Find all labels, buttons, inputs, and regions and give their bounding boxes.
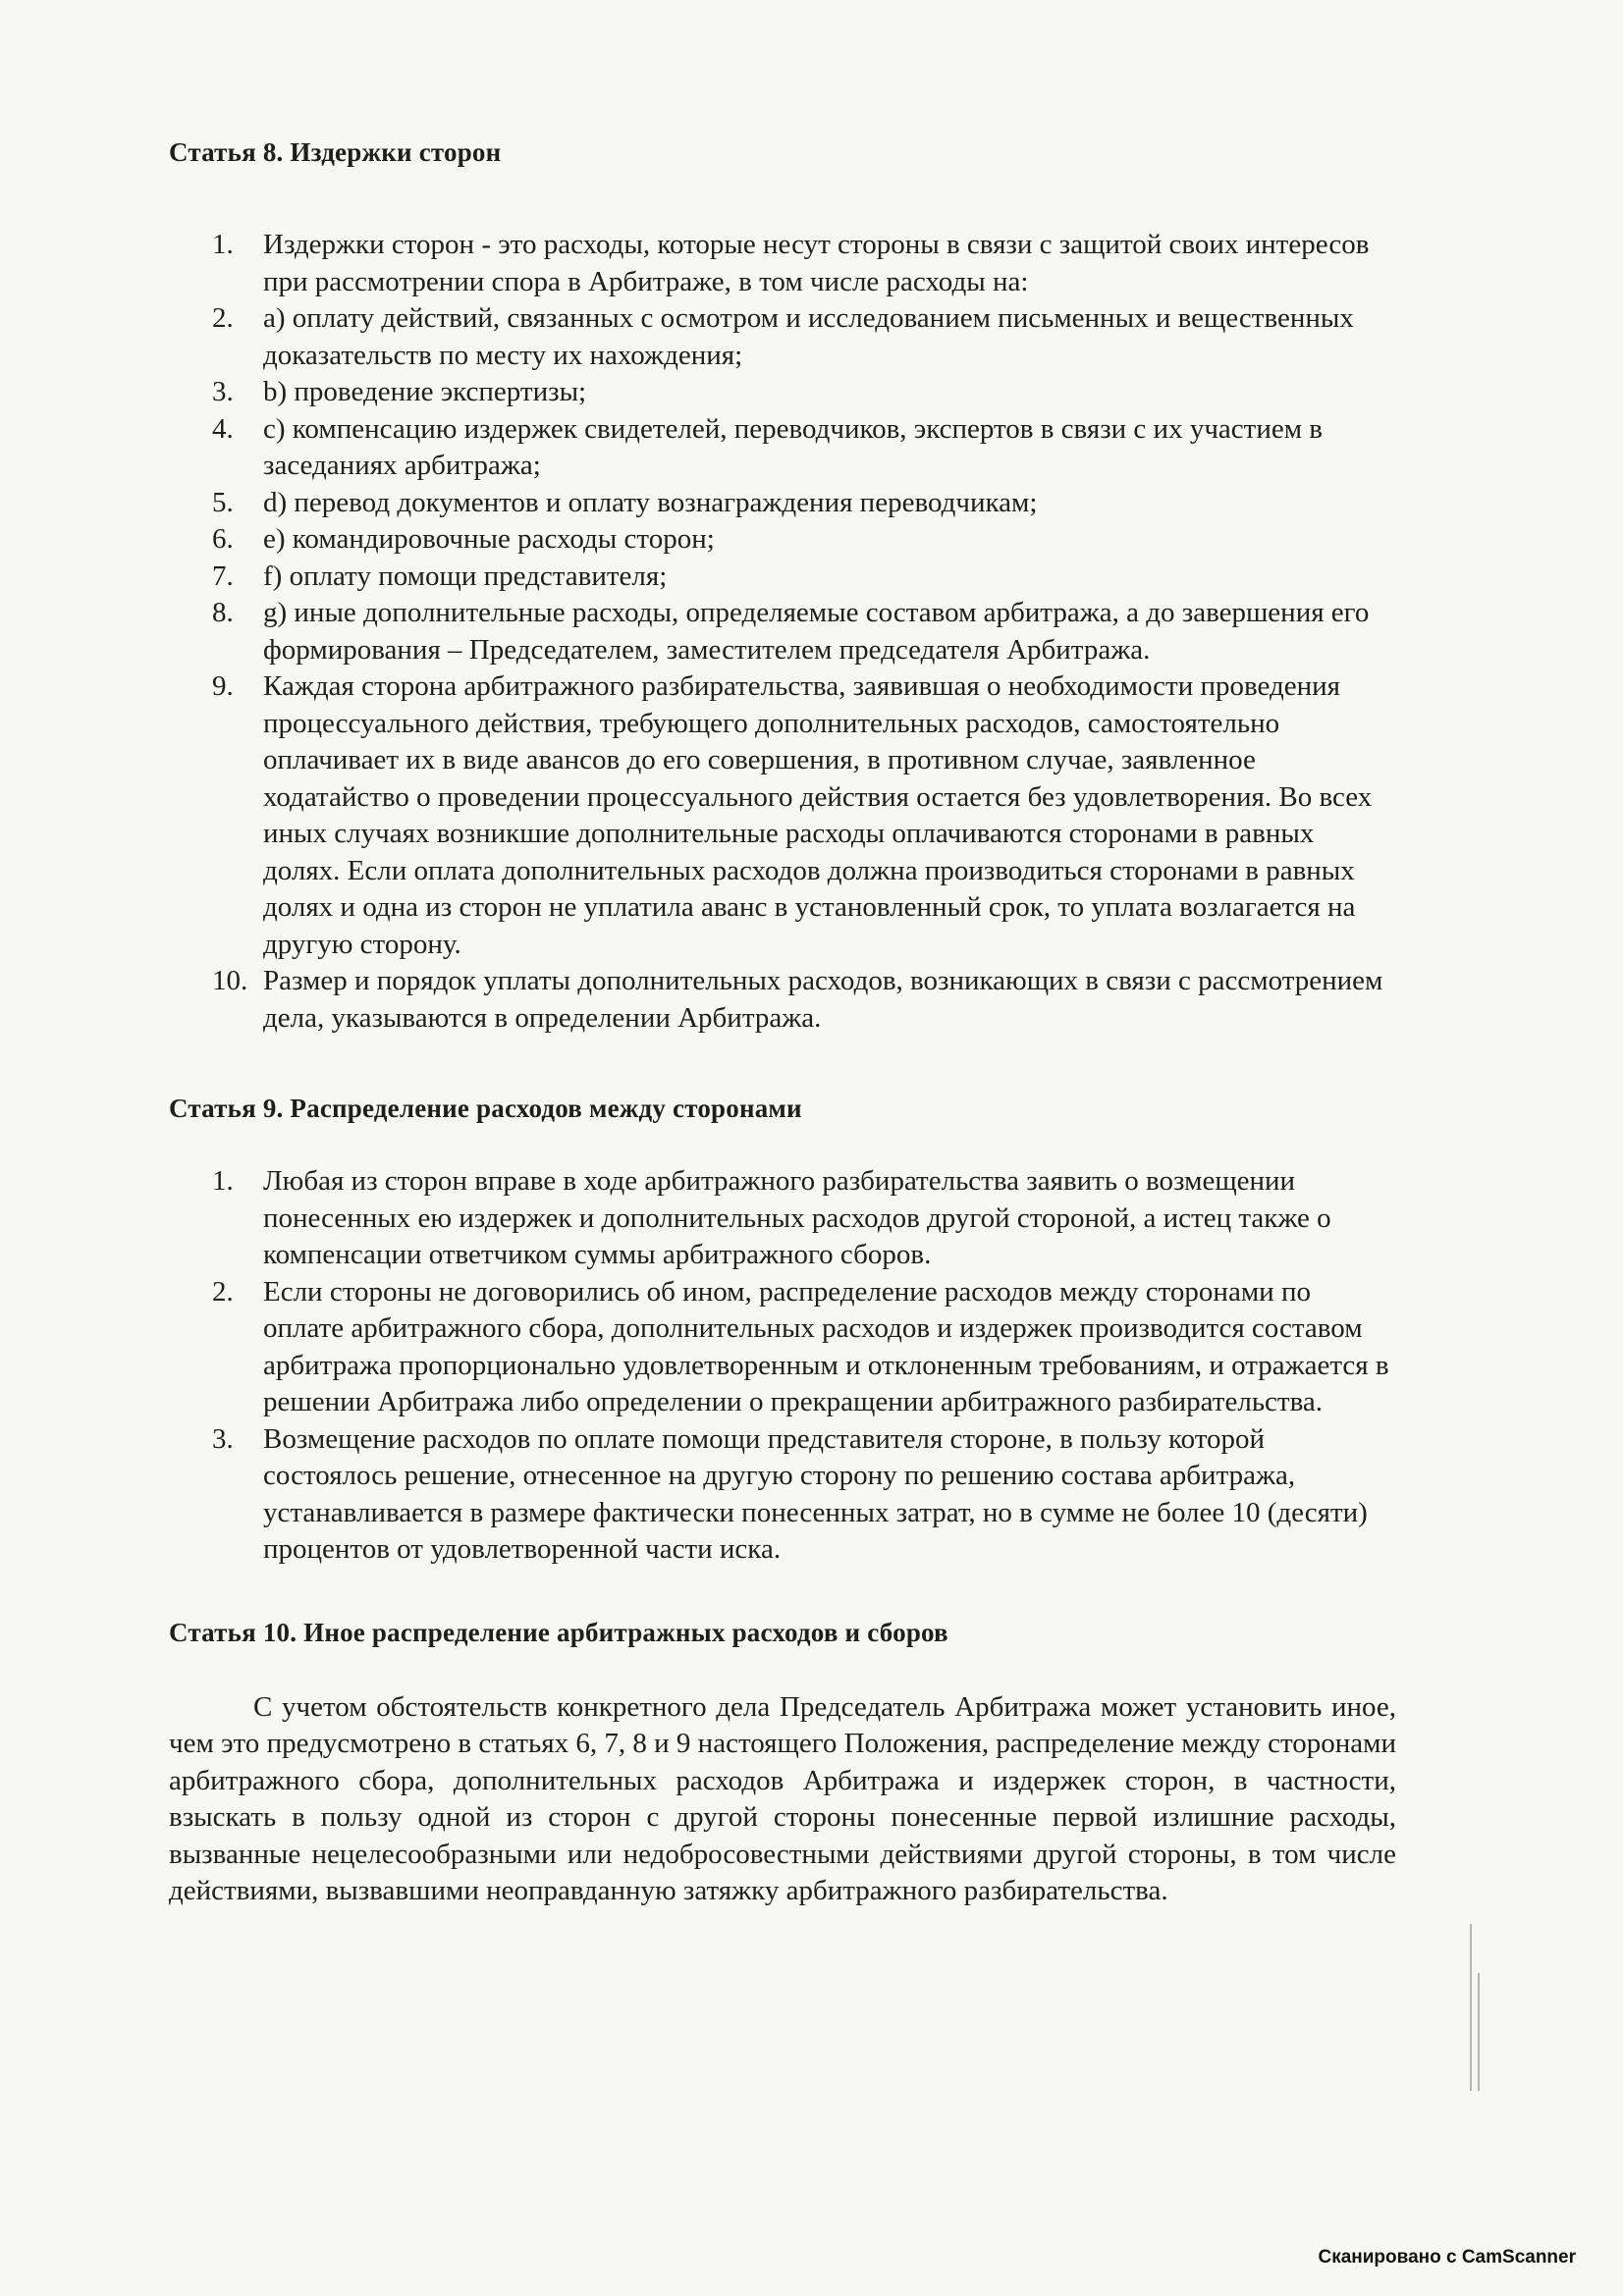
item-text: b) проведение экспертизы; [263, 376, 587, 407]
item-number: 6. [212, 523, 234, 555]
item-number: 10. [212, 965, 248, 996]
item-number: 5. [212, 486, 234, 518]
item-text: a) оплату действий, связанных с осмотром и исследованием письменных и вещественных доказательств по месту их нахождения; [263, 302, 1354, 371]
item-text: Если стороны не договорились об ином, распределение расходов между сторонами по оплате арбитражного сбора, дополнительных расходов и издержек производится составом арбитража пропорционально удовлетворенным и отклоненным требованиям, и отражается в решении Арбитража либо определении о прекращении арбитражного разбирательства. [263, 1275, 1389, 1417]
list-item [169, 1274, 1396, 1421]
item-text: f) оплату помощи представителя; [263, 560, 668, 592]
camscanner-watermark: Сканировано с CamScanner [1318, 2247, 1576, 2268]
item-number: 2. [212, 1275, 234, 1308]
item-number: 1. [212, 1165, 234, 1197]
list-item [169, 1163, 1396, 1274]
list-item [169, 559, 1396, 596]
list-item [169, 595, 1396, 668]
list-item [169, 411, 1396, 485]
article-10-heading: Статья 10. Иное распределение арбитражных расходов и сборов [169, 1617, 948, 1647]
item-number: 9. [212, 670, 234, 702]
item-number: 2. [212, 302, 234, 334]
item-number: 8. [212, 597, 234, 628]
article-8-heading: Статья 8. Издержки сторон [169, 137, 502, 167]
item-text: Каждая сторона арбитражного разбирательства, заявившая о необходимости проведения процессуального действия, требующего дополнительных расходов, самостоятельно оплачивает их в виде авансов до его совершения, в противном случае, заявленное ходатайство о проведении процессуального действия остается без удовлетворения. Во всех иных случаях возникшие дополнительные расходы оплачиваются сторонами в равных долях. Если оплата дополнительных расходов должна производиться сторонами в равных долях и одна из сторон не уплатила аванс в установленный срок, то уплата возлагается на другую сторону. [263, 670, 1373, 960]
list-item [169, 521, 1396, 559]
scan-artifact-line [1478, 1973, 1480, 2091]
item-number: 4. [212, 412, 234, 445]
document-body [169, 137, 1396, 1910]
item-text: g) иные дополнительные расходы, определяемые составом арбитража, а до завершения его формирования – Председателем, заместителем председателя Арбитража. [263, 597, 1370, 666]
list-item [169, 1421, 1396, 1569]
item-text: e) командировочные расходы сторон; [263, 523, 715, 555]
item-text: Издержки сторон - это расходы, которые несут стороны в связи с защитой своих интересов при рассмотрении спора в Арбитраже, в том числе расходы на: [263, 229, 1370, 297]
list-item [169, 300, 1396, 374]
list-item [169, 963, 1396, 1037]
list-item [169, 485, 1396, 522]
item-text: c) компенсацию издержек свидетелей, переводчиков, экспертов в связи с их участием в заседаниях арбитража; [263, 412, 1324, 481]
list-item [169, 374, 1396, 411]
item-text: Любая из сторон вправе в ходе арбитражного разбирательства заявить о возмещении понесенных ею издержек и дополнительных расходов другой стороной, а истец также о компенсации ответчиком суммы арбитражного сборов. [263, 1165, 1331, 1270]
item-text: d) перевод документов и оплату вознаграждения переводчикам; [263, 486, 1038, 518]
article-9-list [169, 1163, 1396, 1569]
item-number: 3. [212, 376, 234, 407]
item-text: Размер и порядок уплаты дополнительных расходов, возникающих в связи с рассмотрением дела, указываются в определении Арбитража. [263, 965, 1383, 1034]
item-number: 1. [212, 229, 234, 260]
list-item [169, 668, 1396, 963]
article-8-list [169, 227, 1396, 1037]
scan-artifact-line [1470, 1924, 1472, 2091]
article-9-heading: Статья 9. Распределение расходов между сторонами [169, 1094, 802, 1123]
item-number: 7. [212, 560, 234, 592]
item-number: 3. [212, 1422, 234, 1455]
list-item [169, 227, 1396, 300]
item-text: Возмещение расходов по оплате помощи представителя стороне, в пользу которой состоялось решение, отнесенное на другую сторону по решению состава арбитража, устанавливается в размере фактически понесенных затрат, но в сумме не более 10 (десяти) процентов от удовлетворенной части иска. [263, 1422, 1368, 1565]
article-10-paragraph: С учетом обстоятельств конкретного дела Председатель Арбитража может установить иное, чем это предусмотрено в статьях 6, 7, 8 и 9 настоящего Положения, распределение между сторонами арбитражного сбора, дополнительных расходов Арбитража и издержек сторон, в частности, взыскать в пользу одной из сторон с другой стороны понесенные первой излишние расходы, вызванные нецелесообразными или недобросовестными действиями другой стороны, в том числе действиями, вызвавшими неоправданную затяжку арбитражного разбирательства. [169, 1690, 1396, 1906]
